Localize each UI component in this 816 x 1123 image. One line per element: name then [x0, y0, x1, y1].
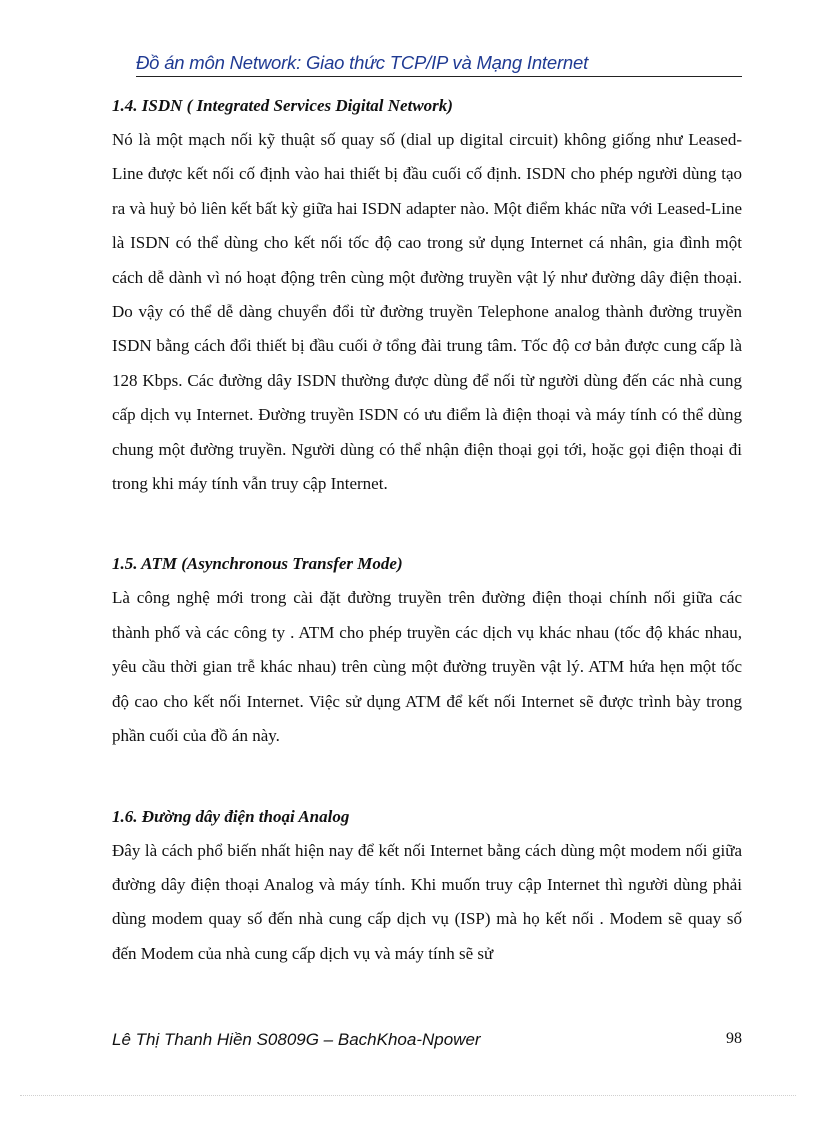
section-heading: 1.4. ISDN ( Integrated Services Digital Network)	[112, 96, 453, 115]
section-paragraph: Là công nghệ mới trong cài đặt đường truyền trên đường điện thoại chính nối giữa các thành phố và các công ty . ATM cho phép truyền các dịch vụ khác nhau (tốc độ khác nhau, yêu cầu thời gian trễ khác nhau) trên cùng một đường truyền vật lý. ATM hứa hẹn một tốc độ cao cho kết nối Internet. Việc sử dụng ATM để kết nối Internet sẽ được trình bày trong phần cuối của đồ án này.	[112, 588, 742, 746]
page-header	[136, 52, 742, 77]
page-footer	[112, 1030, 742, 1056]
section-atm	[112, 551, 742, 753]
section-paragraph: Đây là cách phổ biến nhất hiện nay để kết nối Internet bằng cách dùng một modem nối giữa đường dây điện thoại Analog và máy tính. Khi muốn truy cập Internet thì người dùng phải dùng modem quay số đến nhà cung cấp dịch vụ (ISP) mà họ kết nối . Modem sẽ quay số đến Modem của nhà cung cấp dịch vụ và máy tính sẽ sử	[112, 840, 742, 963]
page-bottom-divider	[20, 1095, 796, 1096]
page-number: 98	[726, 1030, 742, 1047]
page-content	[112, 93, 742, 971]
footer-author: Lê Thị Thanh Hiền S0809G – BachKhoa-Npower	[112, 1030, 481, 1049]
section-heading: 1.6. Đường dây điện thoại Analog	[112, 806, 350, 826]
document-title: Đồ án môn Network: Giao thức TCP/IP và Mạng Internet	[136, 52, 589, 73]
section-isdn	[112, 93, 742, 501]
section-heading: 1.5. ATM (Asynchronous Transfer Mode)	[112, 554, 403, 574]
section-analog-line	[112, 804, 742, 972]
section-paragraph: Nó là một mạch nối kỹ thuật số quay số (dial up digital circuit) không giống như Leased-Line được kết nối cố định vào hai thiết bị đầu cuối cố định. ISDN cho phép người dùng tạo ra và huỷ bỏ liên kết bất kỳ giữa hai ISDN adapter nào. Một điểm khác nữa với Leased-Line là ISDN có thể dùng cho kết nối tốc độ cao trong sử dụng Internet cá nhân, gia đình một cách dễ dành vì nó hoạt động trên cùng một đường truyền vật lý như đường dây điện thoại. Do vậy có thể dễ dàng chuyển đổi từ đường truyền Telephone analog thành đường truyền ISDN bằng cách đổi thiết bị đầu cuối ở tổng đài trung tâm. Tốc độ cơ bản được cung cấp là 128 Kbps. Các đường dây ISDN thường được dùng để nối từ người dùng đến các nhà cung cấp dịch vụ Internet. Đường truyền ISDN có ưu điểm là điện thoại và máy tính có thể dùng chung một đường truyền. Người dùng có thể nhận điện thoại gọi tới, hoặc gọi điện thoại đi trong khi máy tính vẫn truy cập Internet.	[112, 130, 742, 494]
